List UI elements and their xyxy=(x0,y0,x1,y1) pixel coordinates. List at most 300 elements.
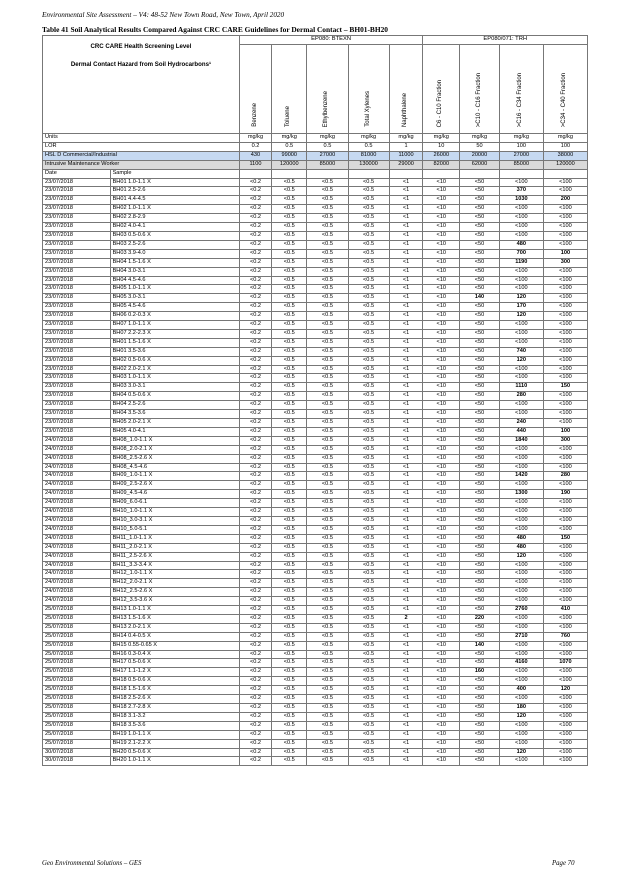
row-value: <0.5 xyxy=(272,659,307,668)
row-sample: BH08_4.5-4.6 xyxy=(110,463,239,472)
row-value: <100 xyxy=(499,321,543,330)
row-value: <1 xyxy=(389,285,423,294)
row-date: 23/07/2018 xyxy=(43,383,111,392)
imw-row-label: Intrusive Maintenance Worker xyxy=(43,160,240,169)
row-sample: BH17 1.1-1.2 X xyxy=(110,668,239,677)
row-sample: BH13 1.5-1.6 X xyxy=(110,614,239,623)
row-value: <0.2 xyxy=(239,454,271,463)
row-value: <1 xyxy=(389,695,423,704)
row-value: <1 xyxy=(389,205,423,214)
row-date: 24/07/2018 xyxy=(43,472,111,481)
row-value: <100 xyxy=(543,463,587,472)
table-row xyxy=(43,427,588,436)
row-sample: BH04 1.5-1.6 X xyxy=(110,258,239,267)
imw-row xyxy=(43,160,588,169)
row-sample: BH02 0.5-0.6 X xyxy=(110,356,239,365)
row-date: 23/07/2018 xyxy=(43,258,111,267)
row-date: 23/07/2018 xyxy=(43,178,111,187)
row-value: <10 xyxy=(423,659,460,668)
row-value: <0.2 xyxy=(239,623,271,632)
row-sample: BH04 4.5-4.6 xyxy=(110,276,239,285)
row-value: <0.5 xyxy=(348,588,389,597)
row-value: <100 xyxy=(543,561,587,570)
row-value: <0.2 xyxy=(239,712,271,721)
row-value: <0.5 xyxy=(272,490,307,499)
row-value: <100 xyxy=(499,588,543,597)
row-value: 440 xyxy=(499,427,543,436)
row-sample: BH03 0.5-0.6 X xyxy=(110,231,239,240)
row-value: <0.5 xyxy=(348,214,389,223)
row-value: <0.5 xyxy=(272,374,307,383)
row-value: <50 xyxy=(460,561,500,570)
hsl-row xyxy=(43,151,588,160)
row-value: 170 xyxy=(499,303,543,312)
row-value: <100 xyxy=(543,445,587,454)
row-value: <0.5 xyxy=(348,570,389,579)
row-value: <0.2 xyxy=(239,445,271,454)
row-value: <1 xyxy=(389,534,423,543)
row-sample: BH18 3.5-3.6 xyxy=(110,721,239,730)
row-value: <0.2 xyxy=(239,196,271,205)
table-row xyxy=(43,534,588,543)
row-value: <10 xyxy=(423,321,460,330)
row-value: <100 xyxy=(499,329,543,338)
lor-row-value: 0.5 xyxy=(272,142,307,151)
row-value: <1 xyxy=(389,223,423,232)
row-value: <100 xyxy=(499,739,543,748)
row-sample: BH12_2.0-2.1 X xyxy=(110,579,239,588)
row-value: <0.5 xyxy=(307,668,348,677)
col-total-xylenes: Total Xylenes xyxy=(348,45,389,134)
row-value: <0.5 xyxy=(272,552,307,561)
row-value: <50 xyxy=(460,196,500,205)
row-value: <50 xyxy=(460,303,500,312)
row-value: <0.2 xyxy=(239,419,271,428)
table-row xyxy=(43,356,588,365)
row-value: <100 xyxy=(543,508,587,517)
row-value: <0.2 xyxy=(239,410,271,419)
row-value: <0.2 xyxy=(239,597,271,606)
row-value: <10 xyxy=(423,570,460,579)
row-value: <0.5 xyxy=(272,383,307,392)
row-sample: BH11_2.5-2.6 X xyxy=(110,552,239,561)
row-value: <0.5 xyxy=(272,419,307,428)
table-row xyxy=(43,401,588,410)
date-header: Date xyxy=(43,169,111,178)
row-value: <0.5 xyxy=(307,472,348,481)
row-value: <0.2 xyxy=(239,240,271,249)
row-value: <1 xyxy=(389,374,423,383)
row-value: <0.5 xyxy=(272,588,307,597)
row-value: <0.5 xyxy=(272,721,307,730)
row-value: <0.5 xyxy=(307,383,348,392)
hsl-row-value: 26000 xyxy=(423,151,460,160)
row-value: <1 xyxy=(389,196,423,205)
row-value: <0.5 xyxy=(307,285,348,294)
row-date: 23/07/2018 xyxy=(43,196,111,205)
row-value: <0.5 xyxy=(348,436,389,445)
row-value: <0.5 xyxy=(272,632,307,641)
row-value: <100 xyxy=(543,525,587,534)
row-value: <10 xyxy=(423,383,460,392)
row-value: <1 xyxy=(389,445,423,454)
row-value: <100 xyxy=(543,365,587,374)
row-value: <1 xyxy=(389,312,423,321)
row-value: <100 xyxy=(499,214,543,223)
row-value: <100 xyxy=(543,704,587,713)
row-value: <50 xyxy=(460,695,500,704)
row-date: 24/07/2018 xyxy=(43,597,111,606)
row-date: 24/07/2018 xyxy=(43,525,111,534)
row-value: <50 xyxy=(460,534,500,543)
row-value: <0.2 xyxy=(239,294,271,303)
row-value: <100 xyxy=(543,223,587,232)
row-sample: BH15 0.55-0.65 X xyxy=(110,641,239,650)
row-value: <0.5 xyxy=(307,704,348,713)
row-value: <10 xyxy=(423,392,460,401)
row-value: <1 xyxy=(389,303,423,312)
row-value: <0.5 xyxy=(272,445,307,454)
col-c6-c10: C6 - C10 Fraction xyxy=(423,45,460,134)
row-value: <50 xyxy=(460,481,500,490)
row-value: <100 xyxy=(499,561,543,570)
row-value: <10 xyxy=(423,588,460,597)
footer-left: Geo Environmental Solutions – GES xyxy=(42,860,142,867)
row-value: <0.5 xyxy=(307,677,348,686)
row-value: <10 xyxy=(423,561,460,570)
row-sample: BH03 2.5-2.6 xyxy=(110,240,239,249)
row-value: <10 xyxy=(423,686,460,695)
row-value: <0.2 xyxy=(239,472,271,481)
units-row-value: mg/kg xyxy=(389,134,423,143)
row-value: <100 xyxy=(543,267,587,276)
row-value: <0.5 xyxy=(348,659,389,668)
row-value: <0.5 xyxy=(272,677,307,686)
row-value: <10 xyxy=(423,481,460,490)
row-value: <100 xyxy=(543,721,587,730)
row-value: <0.5 xyxy=(348,178,389,187)
row-value: <10 xyxy=(423,579,460,588)
row-date: 24/07/2018 xyxy=(43,463,111,472)
row-value: <0.5 xyxy=(272,597,307,606)
row-value: <1 xyxy=(389,721,423,730)
row-value: <0.5 xyxy=(307,534,348,543)
row-value: <0.5 xyxy=(307,686,348,695)
row-value: <0.5 xyxy=(307,410,348,419)
imw-row-value: 85000 xyxy=(499,160,543,169)
table-row xyxy=(43,445,588,454)
row-value: 1300 xyxy=(499,490,543,499)
running-header: Environmental Site Assessment – V4: 48-52 New Town Road, New Town, April 2020 xyxy=(42,11,285,19)
row-value: <10 xyxy=(423,623,460,632)
lor-row-value: 10 xyxy=(423,142,460,151)
row-date: 23/07/2018 xyxy=(43,374,111,383)
row-value: <0.2 xyxy=(239,490,271,499)
row-date: 23/07/2018 xyxy=(43,419,111,428)
row-value: <0.5 xyxy=(348,249,389,258)
row-date: 25/07/2018 xyxy=(43,686,111,695)
row-value: <10 xyxy=(423,187,460,196)
row-value: <0.5 xyxy=(307,516,348,525)
row-value: <50 xyxy=(460,240,500,249)
row-value: <0.5 xyxy=(307,338,348,347)
row-value: <0.5 xyxy=(348,641,389,650)
row-date: 24/07/2018 xyxy=(43,516,111,525)
row-date: 24/07/2018 xyxy=(43,588,111,597)
table-row xyxy=(43,543,588,552)
row-value: <0.2 xyxy=(239,285,271,294)
table-row xyxy=(43,410,588,419)
lor-row-value: 0.5 xyxy=(348,142,389,151)
row-value: <50 xyxy=(460,748,500,757)
row-value: <0.5 xyxy=(348,374,389,383)
row-value: <0.5 xyxy=(348,223,389,232)
table-row xyxy=(43,641,588,650)
col-ethylbenzene: Ethylbenzene xyxy=(307,45,348,134)
row-value: <0.5 xyxy=(272,365,307,374)
row-value: <10 xyxy=(423,730,460,739)
row-date: 23/07/2018 xyxy=(43,249,111,258)
sample-header: Sample xyxy=(110,169,239,178)
row-date: 23/07/2018 xyxy=(43,276,111,285)
row-value: <10 xyxy=(423,525,460,534)
row-value: <10 xyxy=(423,677,460,686)
row-value: 300 xyxy=(543,436,587,445)
row-value: <10 xyxy=(423,214,460,223)
row-value: <100 xyxy=(499,623,543,632)
group-btexn: EP080: BTEXN xyxy=(239,36,423,45)
row-value: <100 xyxy=(499,276,543,285)
table-row xyxy=(43,347,588,356)
row-value: <0.5 xyxy=(272,303,307,312)
row-value: <50 xyxy=(460,231,500,240)
row-value: <0.5 xyxy=(307,205,348,214)
table-row xyxy=(43,338,588,347)
imw-row-value: 62000 xyxy=(460,160,500,169)
row-value: <0.5 xyxy=(272,499,307,508)
row-value: <50 xyxy=(460,686,500,695)
row-value: <0.5 xyxy=(307,240,348,249)
hsl-row-value: 20000 xyxy=(460,151,500,160)
row-value: <50 xyxy=(460,570,500,579)
row-value: <0.5 xyxy=(272,650,307,659)
row-value: <0.5 xyxy=(307,294,348,303)
row-value: <0.2 xyxy=(239,704,271,713)
row-value: <50 xyxy=(460,321,500,330)
row-value: 150 xyxy=(543,534,587,543)
row-value: <0.5 xyxy=(307,543,348,552)
row-value: <10 xyxy=(423,597,460,606)
row-value: 1190 xyxy=(499,258,543,267)
row-value: <50 xyxy=(460,704,500,713)
lor-row-label: LOR xyxy=(43,142,240,151)
row-value: <0.5 xyxy=(307,223,348,232)
row-value: <100 xyxy=(543,240,587,249)
table-row xyxy=(43,285,588,294)
row-value: <0.5 xyxy=(348,338,389,347)
row-value: <100 xyxy=(543,712,587,721)
row-value: <1 xyxy=(389,712,423,721)
row-value: 2 xyxy=(389,614,423,623)
row-value: <100 xyxy=(499,285,543,294)
row-value: <0.5 xyxy=(272,187,307,196)
table-row xyxy=(43,668,588,677)
row-value: <100 xyxy=(499,650,543,659)
units-row-value: mg/kg xyxy=(423,134,460,143)
row-value: <0.5 xyxy=(307,249,348,258)
row-value: <0.5 xyxy=(348,187,389,196)
row-value: <0.5 xyxy=(272,196,307,205)
row-date: 23/07/2018 xyxy=(43,329,111,338)
hsl-row-value: 430 xyxy=(239,151,271,160)
row-sample: BH18 2.5-2.6 X xyxy=(110,695,239,704)
row-value: <100 xyxy=(499,445,543,454)
row-value: <100 xyxy=(543,303,587,312)
row-value: <1 xyxy=(389,267,423,276)
row-value: <0.5 xyxy=(272,730,307,739)
row-value: <0.5 xyxy=(348,205,389,214)
row-value: <0.5 xyxy=(272,561,307,570)
row-value: <100 xyxy=(499,757,543,766)
row-value: <0.5 xyxy=(272,401,307,410)
table-row xyxy=(43,561,588,570)
row-value: <0.5 xyxy=(272,427,307,436)
row-value: <0.2 xyxy=(239,356,271,365)
row-value: <0.5 xyxy=(272,623,307,632)
row-value: <0.5 xyxy=(272,695,307,704)
row-value: <50 xyxy=(460,632,500,641)
row-value: <0.2 xyxy=(239,267,271,276)
table-row xyxy=(43,276,588,285)
row-value: <0.5 xyxy=(272,392,307,401)
row-value: <0.2 xyxy=(239,757,271,766)
row-value: <0.5 xyxy=(272,249,307,258)
row-value: <0.5 xyxy=(348,490,389,499)
row-value: <10 xyxy=(423,721,460,730)
row-sample: BH12_1.0-1.1 X xyxy=(110,570,239,579)
row-value: <1 xyxy=(389,321,423,330)
row-date: 24/07/2018 xyxy=(43,579,111,588)
row-value: <10 xyxy=(423,499,460,508)
blank-header-cell xyxy=(307,169,348,178)
row-value: <0.5 xyxy=(348,231,389,240)
row-value: <10 xyxy=(423,240,460,249)
row-value: <100 xyxy=(543,588,587,597)
row-value: 160 xyxy=(460,668,500,677)
row-value: <50 xyxy=(460,223,500,232)
row-value: <1 xyxy=(389,677,423,686)
row-value: <0.5 xyxy=(307,374,348,383)
row-sample: BH06 0.2-0.3 X xyxy=(110,312,239,321)
row-value: <100 xyxy=(499,721,543,730)
row-value: <0.5 xyxy=(272,436,307,445)
row-value: <50 xyxy=(460,606,500,615)
row-value: <1 xyxy=(389,240,423,249)
row-date: 23/07/2018 xyxy=(43,214,111,223)
row-date: 24/07/2018 xyxy=(43,454,111,463)
row-date: 25/07/2018 xyxy=(43,739,111,748)
row-value: 120 xyxy=(499,294,543,303)
row-value: <50 xyxy=(460,650,500,659)
row-value: <1 xyxy=(389,739,423,748)
table-row xyxy=(43,436,588,445)
table-row xyxy=(43,757,588,766)
row-sample: BH18 1.5-1.6 X xyxy=(110,686,239,695)
row-sample: BH18 2.7-2.8 X xyxy=(110,704,239,713)
row-value: <0.2 xyxy=(239,659,271,668)
table-row xyxy=(43,632,588,641)
table-row xyxy=(43,748,588,757)
row-value: 200 xyxy=(543,196,587,205)
row-value: <50 xyxy=(460,410,500,419)
row-value: <0.5 xyxy=(307,178,348,187)
col-c16-c34: >C16 - C34 Fraction xyxy=(499,45,543,134)
row-date: 25/07/2018 xyxy=(43,659,111,668)
imw-row-value: 82000 xyxy=(423,160,460,169)
row-value: <1 xyxy=(389,463,423,472)
row-value: <1 xyxy=(389,757,423,766)
row-date: 24/07/2018 xyxy=(43,436,111,445)
row-value: <0.2 xyxy=(239,508,271,517)
row-value: <10 xyxy=(423,454,460,463)
row-value: <1 xyxy=(389,356,423,365)
row-value: <0.5 xyxy=(307,401,348,410)
row-date: 23/07/2018 xyxy=(43,231,111,240)
row-value: 1420 xyxy=(499,472,543,481)
row-value: <50 xyxy=(460,757,500,766)
row-value: <10 xyxy=(423,436,460,445)
table-row xyxy=(43,240,588,249)
row-value: <0.2 xyxy=(239,614,271,623)
row-sample: BH08_2.5-2.6 X xyxy=(110,454,239,463)
imw-row-value: 120000 xyxy=(543,160,587,169)
row-value: <50 xyxy=(460,712,500,721)
row-value: <100 xyxy=(499,463,543,472)
row-date: 23/07/2018 xyxy=(43,312,111,321)
table-row xyxy=(43,686,588,695)
table-row xyxy=(43,321,588,330)
row-date: 25/07/2018 xyxy=(43,606,111,615)
row-value: <0.2 xyxy=(239,178,271,187)
row-sample: BH19 1.0-1.1 X xyxy=(110,730,239,739)
row-value: <50 xyxy=(460,445,500,454)
row-date: 24/07/2018 xyxy=(43,508,111,517)
row-value: <100 xyxy=(499,508,543,517)
row-value: <10 xyxy=(423,552,460,561)
row-date: 25/07/2018 xyxy=(43,632,111,641)
hsl-row-value: 11000 xyxy=(389,151,423,160)
row-value: <1 xyxy=(389,427,423,436)
table-row xyxy=(43,249,588,258)
row-value: <100 xyxy=(543,276,587,285)
row-value: 760 xyxy=(543,632,587,641)
row-value: <100 xyxy=(543,579,587,588)
imw-row-value: 130000 xyxy=(348,160,389,169)
row-value: <10 xyxy=(423,712,460,721)
units-row-value: mg/kg xyxy=(460,134,500,143)
row-value: <1 xyxy=(389,294,423,303)
row-value: <0.5 xyxy=(272,641,307,650)
row-value: <1 xyxy=(389,543,423,552)
row-value: <10 xyxy=(423,196,460,205)
row-value: <1 xyxy=(389,668,423,677)
row-value: <100 xyxy=(499,410,543,419)
row-value: <0.2 xyxy=(239,249,271,258)
row-value: <0.2 xyxy=(239,231,271,240)
row-value: <100 xyxy=(499,205,543,214)
row-value: <0.5 xyxy=(272,570,307,579)
hsl-row-value: 81000 xyxy=(348,151,389,160)
